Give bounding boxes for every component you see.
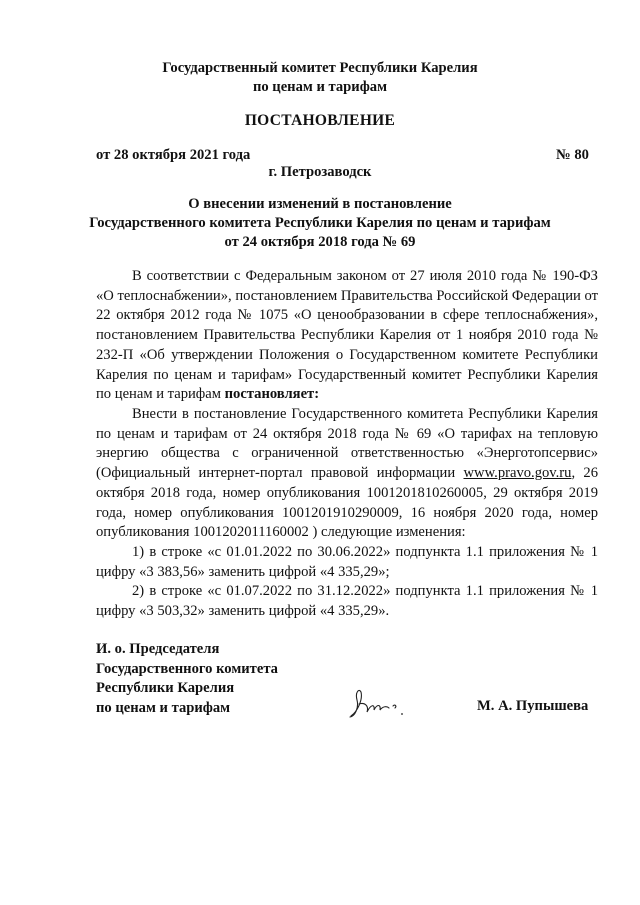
signatory-title	[96, 640, 278, 718]
handwritten-signature-icon	[347, 686, 407, 720]
item2-text: 2) в строке «с 01.07.2022 по 31.12.2022» подпункта 1.1 приложения № 1 цифру «3 503,32» заменить цифрой «4 335,29».	[96, 583, 598, 619]
preamble-paragraph	[96, 267, 598, 405]
item1-text: 1) в строке «с 01.01.2022 по 30.06.2022» подпункта 1.1 приложения № 1 цифру «3 383,56» заменить цифрой «4 335,29»;	[96, 544, 598, 580]
amendment-paragraph	[96, 405, 598, 543]
amendment-item-2	[96, 582, 598, 621]
committee-name-line1: Государственный комитет Республики Карелия	[162, 60, 478, 76]
signatory-line4: по ценам и тарифам	[96, 699, 231, 716]
city: г. Петрозаводск	[268, 164, 372, 180]
title-line1: О внесении изменений в постановление	[188, 196, 452, 212]
preamble-text: В соответствии с Федеральным законом от 27 июля 2010 года № 190-ФЗ «О теплоснабжении», постановлением Правительства Российской Федерации от 22 октября 2012 года № 1075 «О ценообразовании в сфере теплоснабжения», постановлением Правительства Республики Карелия от 1 ноября 2010 года № 232-П «Об утверждении Положения о Государственном комитете Республики Карелия по ценам и тарифам» Государственный комитет Республики Карелия по ценам и тарифам	[96, 268, 598, 403]
pravo-link[interactable]: www.pravo.gov.ru	[463, 465, 572, 482]
title-line3: от 24 октября 2018 года № 69	[224, 234, 416, 250]
document-number: № 80	[556, 147, 589, 163]
document-type: ПОСТАНОВЛЕНИЕ	[244, 112, 396, 129]
signatory-line3: Республики Карелия	[96, 680, 235, 696]
signatory-name: М. А. Пупышева	[477, 698, 589, 714]
committee-name-line2: по ценам и тарифам	[252, 79, 388, 95]
title-line2: Государственного комитета Республики Карелия по ценам и тарифам	[89, 215, 551, 231]
document-date: от 28 октября 2021 года	[96, 147, 251, 163]
signatory-line1: И. о. Председателя	[96, 641, 220, 657]
amendment-text-a: Внести в постановление Государственного комитета Республики Карелия по ценам и тарифам от 24 октября 2018 года № 69 «О тарифах на тепловую энергию общества с ограниченной ответственностью «Энерготопсервис» (Официальный интернет-портал правовой информации	[96, 406, 598, 482]
amendment-text-b: , 26 октября 2018 года, номер опубликования 1001201810260005, 29 октября 2019 года, номер опубликования 1001201910290009, 16 ноября 2020 года, номер опубликования 1001202011160002 ) следующие изменения:	[96, 465, 598, 541]
signatory-line2: Государственного комитета	[96, 660, 278, 677]
amendment-item-1	[96, 543, 598, 582]
resolves-word: постановляет:	[224, 386, 320, 403]
